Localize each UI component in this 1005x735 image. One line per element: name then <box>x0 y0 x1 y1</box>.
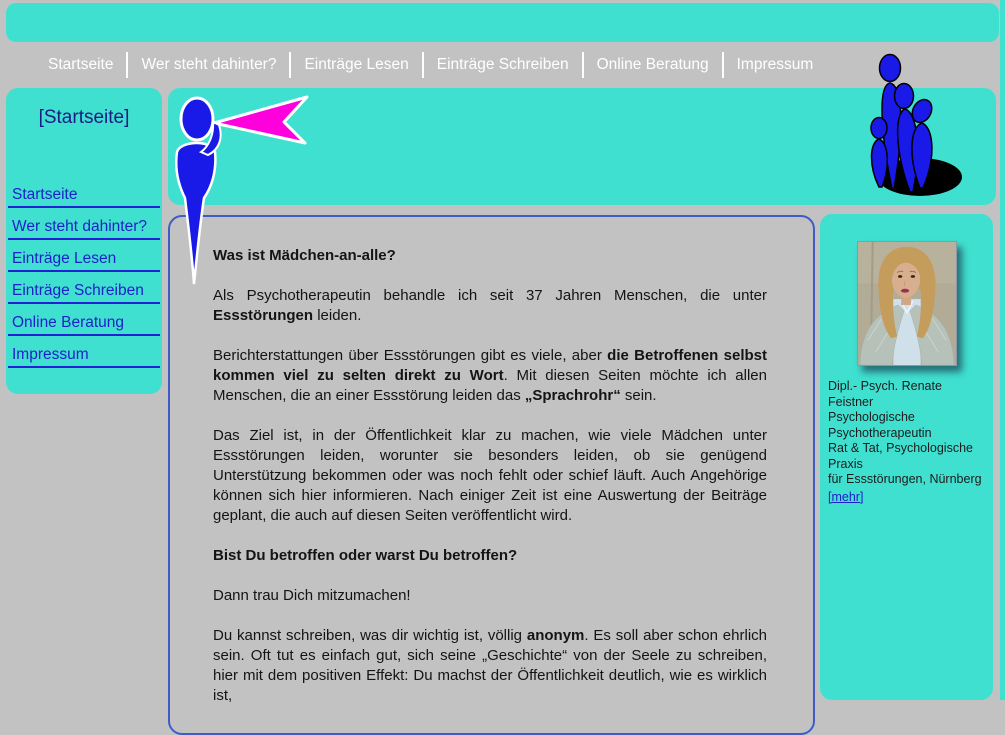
top-nav <box>35 52 826 78</box>
nav-item-eintraege-schreiben[interactable]: Einträge Schreiben <box>424 52 584 78</box>
nav-item-impressum[interactable]: Impressum <box>736 56 814 73</box>
sidebar <box>6 88 162 394</box>
sidebar-item-online-beratung[interactable]: Online Beratung <box>8 314 160 336</box>
mehr-link[interactable]: [mehr] <box>828 489 864 504</box>
sidebar-title: [Startseite] <box>38 107 130 128</box>
content-paragraph: Du kannst schreiben, was dir wichtig ist, völlig anonym. Es soll aber schon ehrlich sein. Oft tut es einfach gut, sich seine „Geschichte“ von der Seele zu schreiben, hier mit dem positiven Effekt: Du machst der Öffentlichkeit deutlich, wie es wirklich ist, <box>213 627 767 704</box>
profile-line: Dipl.- Psych. Renate Feistner <box>828 379 942 409</box>
nav-item-online-beratung[interactable]: Online Beratung <box>584 52 724 78</box>
content-text <box>213 246 767 706</box>
sidebar-item-wer-steht-dahinter[interactable]: Wer steht dahinter? <box>8 218 160 240</box>
sidebar-item-startseite[interactable]: Startseite <box>8 186 160 208</box>
person-with-megaphone-illustration <box>170 92 320 292</box>
nav-item-startseite[interactable]: Startseite <box>35 52 128 78</box>
content-paragraph: Dann trau Dich mitzumachen! <box>213 587 411 604</box>
content-paragraph: Als Psychotherapeutin behandle ich seit 37 Jahren Menschen, die unter Essstörungen leiden. <box>213 287 767 324</box>
sidebar-item-eintraege-lesen[interactable]: Einträge Lesen <box>8 250 160 272</box>
sidebar-nav <box>6 186 162 368</box>
content-paragraph: Das Ziel ist, in der Öffentlichkeit klar zu machen, wie viele Mädchen unter Essstörungen leiden, worunter sie besonders leiden, ob sie genügend Unterstützung bekommen oder was noch fehlt oder schief läuft. Auch Angehörige können sich hier informieren. Nach einiger Zeit ist eine Auswertung der Beiträge geplant, die auch auf diesen Seiten veröffentlicht wird. <box>213 427 767 524</box>
nav-item-wer-steht-dahinter[interactable]: Wer steht dahinter? <box>128 52 291 78</box>
sidebar-item-eintraege-schreiben[interactable]: Einträge Schreiben <box>8 282 160 304</box>
profile-line: für Essstörungen, Nürnberg <box>828 472 982 486</box>
profile-text <box>828 379 989 488</box>
nav-item-eintraege-lesen[interactable]: Einträge Lesen <box>291 52 423 78</box>
content-heading: Was ist Mädchen-an-alle? <box>213 247 396 264</box>
profile-line: Psychologische Psychotherapeutin <box>828 410 932 440</box>
sidebar-item-impressum[interactable]: Impressum <box>8 346 160 368</box>
content-paragraph: Berichterstattungen über Essstörungen gibt es viele, aber die Betroffenen selbst kommen viel zu selten direkt zu Wort. Mit diesen Seiten möchte ich allen Menschen, die an einer Essstörung leiden das „Sprachrohr“ sein. <box>213 347 767 404</box>
top-banner <box>6 3 999 42</box>
main-content-panel <box>168 215 815 735</box>
profile-photo <box>857 241 957 366</box>
content-heading: Bist Du betroffen oder warst Du betroffen? <box>213 547 518 564</box>
right-edge-strip <box>1000 0 1005 700</box>
profile-panel <box>820 214 993 700</box>
group-of-people-illustration <box>845 52 985 202</box>
profile-line: Rat & Tat, Psychologische Praxis <box>828 441 973 471</box>
